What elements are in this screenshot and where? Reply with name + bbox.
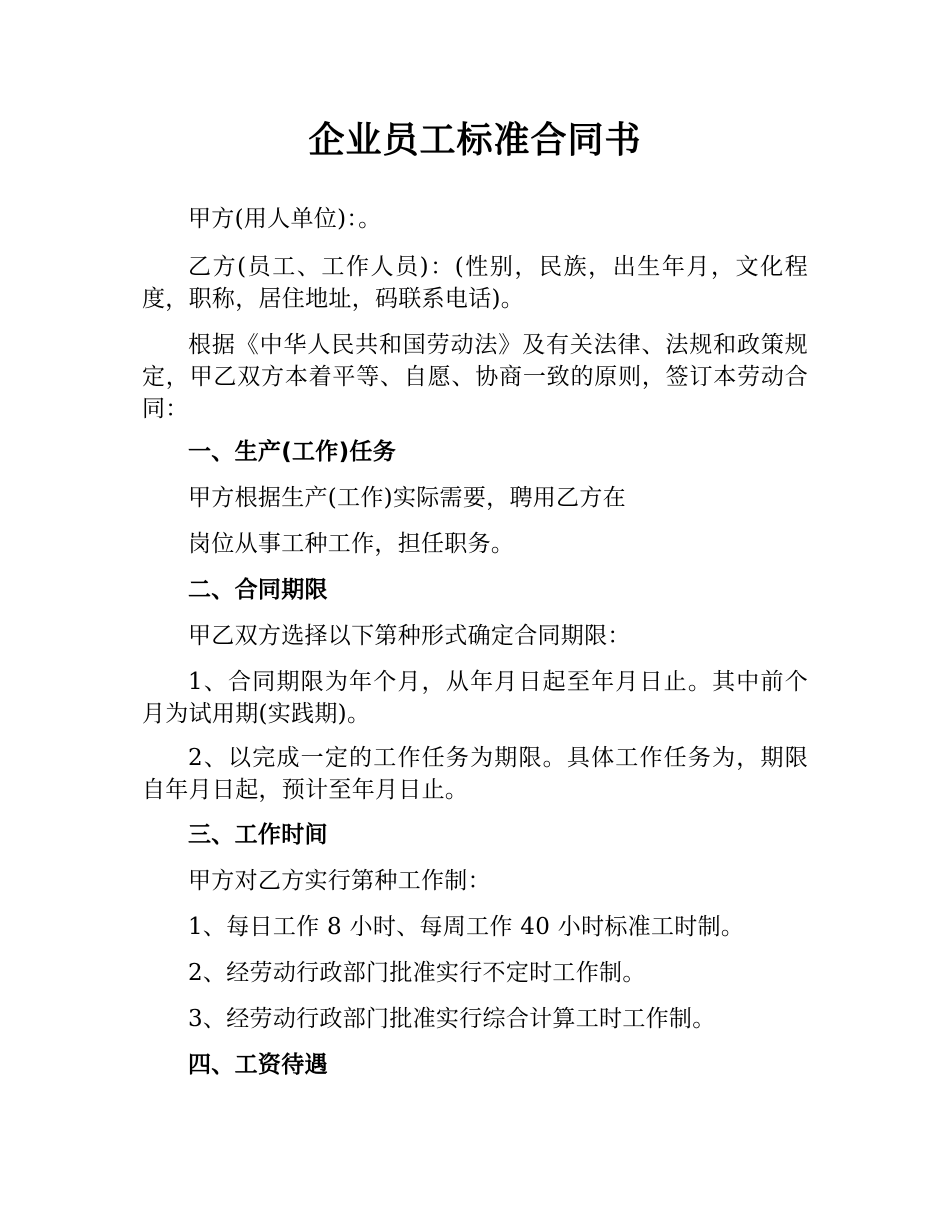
section-heading-contract-term: 二、合同期限 bbox=[188, 577, 328, 603]
contract-term-item-1: 1、合同期限为年个月，从年月日起至年月日止。其中前个月为试用期(实践期)。 bbox=[142, 669, 808, 727]
party-a-paragraph: 甲方(用人单位)：。 bbox=[188, 206, 382, 232]
work-hours-item-3: 3、经劳动行政部门批准实行综合计算工时工作制。 bbox=[188, 1006, 716, 1032]
work-task-line-1: 甲方根据生产(工作)实际需要，聘用乙方在 bbox=[188, 485, 626, 511]
work-task-line-2: 岗位从事工种工作，担任职务。 bbox=[188, 531, 515, 557]
section-heading-wages: 四、工资待遇 bbox=[188, 1052, 328, 1078]
section-heading-work-hours: 三、工作时间 bbox=[188, 822, 328, 848]
section-heading-work-task: 一、生产(工作)任务 bbox=[188, 439, 397, 465]
party-b-paragraph: 乙方(员工、工作人员)：(性别，民族，出生年月，文化程度，职称，居住地址，码联系电话)。 bbox=[142, 254, 808, 312]
document-title: 企业员工标准合同书 bbox=[308, 120, 642, 161]
work-hours-item-2: 2、经劳动行政部门批准实行不定时工作制。 bbox=[188, 960, 646, 986]
contract-term-intro: 甲乙双方选择以下第种形式确定合同期限： bbox=[188, 623, 631, 649]
preamble-paragraph: 根据《中华人民共和国劳动法》及有关法律、法规和政策规定，甲乙双方本着平等、自愿、协商一致的原则，签订本劳动合同： bbox=[142, 332, 808, 422]
contract-term-item-2: 2、以完成一定的工作任务为期限。具体工作任务为，期限自年月日起，预计至年月日止。 bbox=[142, 745, 808, 803]
work-hours-intro: 甲方对乙方实行第种工作制： bbox=[188, 868, 491, 894]
work-hours-item-1: 1、每日工作 8 小时、每周工作 40 小时标准工时制。 bbox=[188, 914, 745, 940]
